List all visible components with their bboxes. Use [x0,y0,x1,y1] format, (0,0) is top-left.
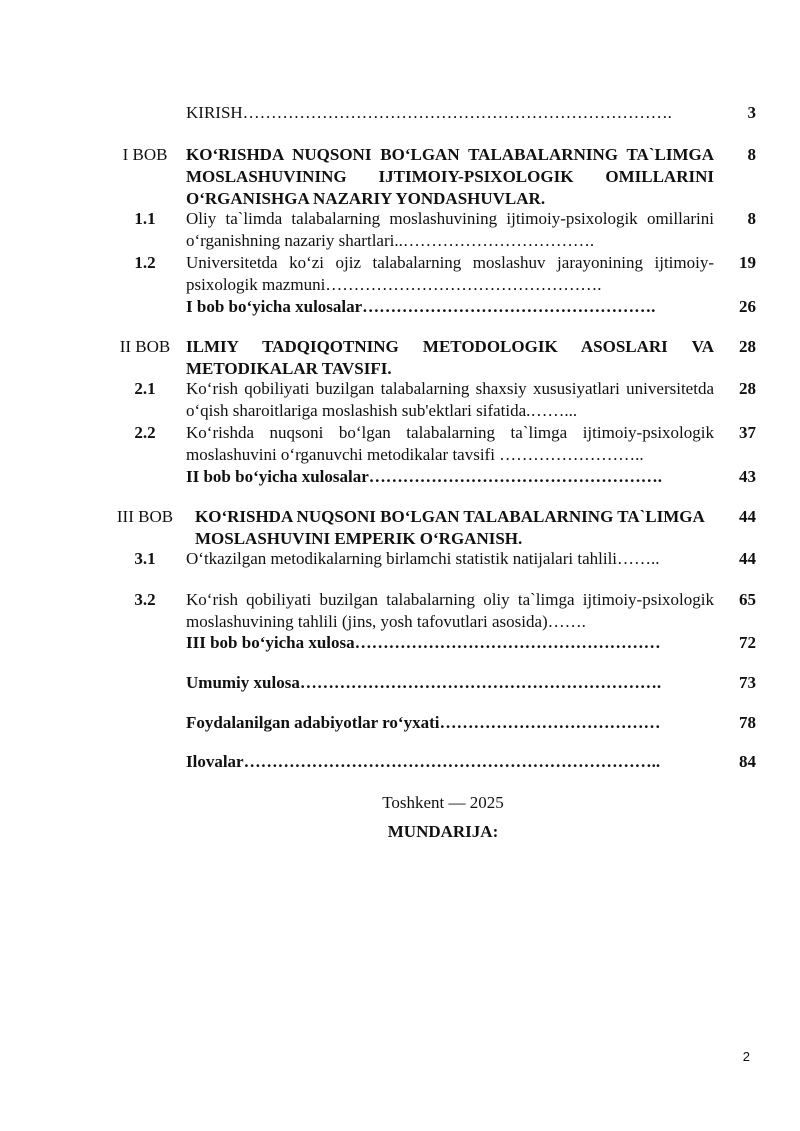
toc-entry-page: 3 [747,103,756,122]
toc-entry-page: 8 [747,209,756,228]
toc-entry-page: 26 [739,297,756,316]
toc-entry-text: O‘tkazilgan metodikalarning birlamchi statistik natijalari tahlili…….. [186,549,660,568]
toc-entry-page: 43 [739,467,756,486]
toc-entry-page: 78 [739,713,756,732]
toc-entry-text: Ko‘rishda nuqsoni bo‘lgan talabalarning ta`limga ijtimoiy-psixologik moslashuvini o‘rganuvchi metodikalar tavsifi …………………….. [186,423,714,464]
toc-entry-number: 1.1 [134,209,156,228]
toc-entry-text: KIRISH…………………………………………………………………. [186,103,672,122]
toc-entry-text: Universitetda ko‘zi ojiz talabalarning moslashuv jarayonining ijtimoiy-psixologik mazmuni…………………………………………. [186,253,714,294]
toc-entry-text: KO‘RISHDA NUQSONI BO‘LGAN TALABALARNING TA`LIMGA MOSLASHUVINING IJTIMOIY-PSIXOLOGIK OMILLARINI O‘RGANISHGA NAZARIY YONDASHUVLAR. [186,145,714,208]
toc-entry-text: Foydalanilgan adabiyotlar ro‘yxati………………………………… [186,713,661,732]
toc-entry-text: Umumiy xulosa………………………………………………………. [186,673,662,692]
toc-entry-text: Ko‘rish qobiliyati buzilgan talabalarning shaxsiy xususiyatlari universitetda o‘qish sharoitlariga moslashish sub'ektlari sifatida.……... [186,379,714,420]
toc-entry-number: 2.2 [134,423,156,442]
toc-entry-number: 1.2 [134,253,156,272]
toc-entry-text: Ko‘rish qobiliyati buzilgan talabalarning oliy ta`limga ijtimoiy-psixologik moslashuvining tahlili (jins, yosh tafovutlari asosida)……. [186,590,714,631]
toc-entry-text: III bob bo‘yicha xulosa……………………………………………… [186,633,661,652]
toc-entry-page: 28 [739,337,756,356]
toc-entry-text: Ilovalar……………………………………………………………….. [186,752,661,771]
toc-entry-page: 44 [739,507,756,526]
toc-entry-number: 2.1 [134,379,156,398]
toc-entry-page: 37 [739,423,756,442]
toc-entry-page: 84 [739,752,756,771]
toc-entry-number: I BOB [122,145,168,164]
page-number: 2 [742,1049,750,1064]
toc-entry-page: 28 [739,379,756,398]
toc-entry-page: 72 [739,633,756,652]
toc-entry-text: Oliy ta`limda talabalarning moslashuvining ijtimoiy-psixologik omillarini o‘rganishning nazariy shartlari..……………………………. [186,209,714,250]
toc-entry-page: 65 [739,590,756,609]
city-year: Toshkent — 2025 [382,793,504,812]
toc-entry-number: 3.1 [134,549,156,568]
toc-entry-page: 19 [739,253,756,272]
toc-entry-number: II BOB [119,337,171,356]
toc-entry-text: ILMIY TADQIQOTNING METODOLOGIK ASOSLARI VA METODIKALAR TAVSIFI. [186,337,714,378]
toc-entry-page: 8 [747,145,756,164]
contents-heading: MUNDARIJA: [387,822,499,841]
toc-entry-number: 3.2 [134,590,156,609]
toc-entry-text: I bob bo‘yicha xulosalar……………………………………………. [186,297,656,316]
toc-entry-text: KO‘RISHDA NUQSONI BO‘LGAN TALABALARNING TA`LIMGA MOSLASHUVINI EMPERIK O‘RGANISH. [195,507,704,548]
toc-entry-text: II bob bo‘yicha xulosalar……………………………………………. [186,467,663,486]
toc-entry-number: III BOB [116,507,174,526]
toc-entry-page: 73 [739,673,756,692]
toc-entry-page: 44 [739,549,756,568]
